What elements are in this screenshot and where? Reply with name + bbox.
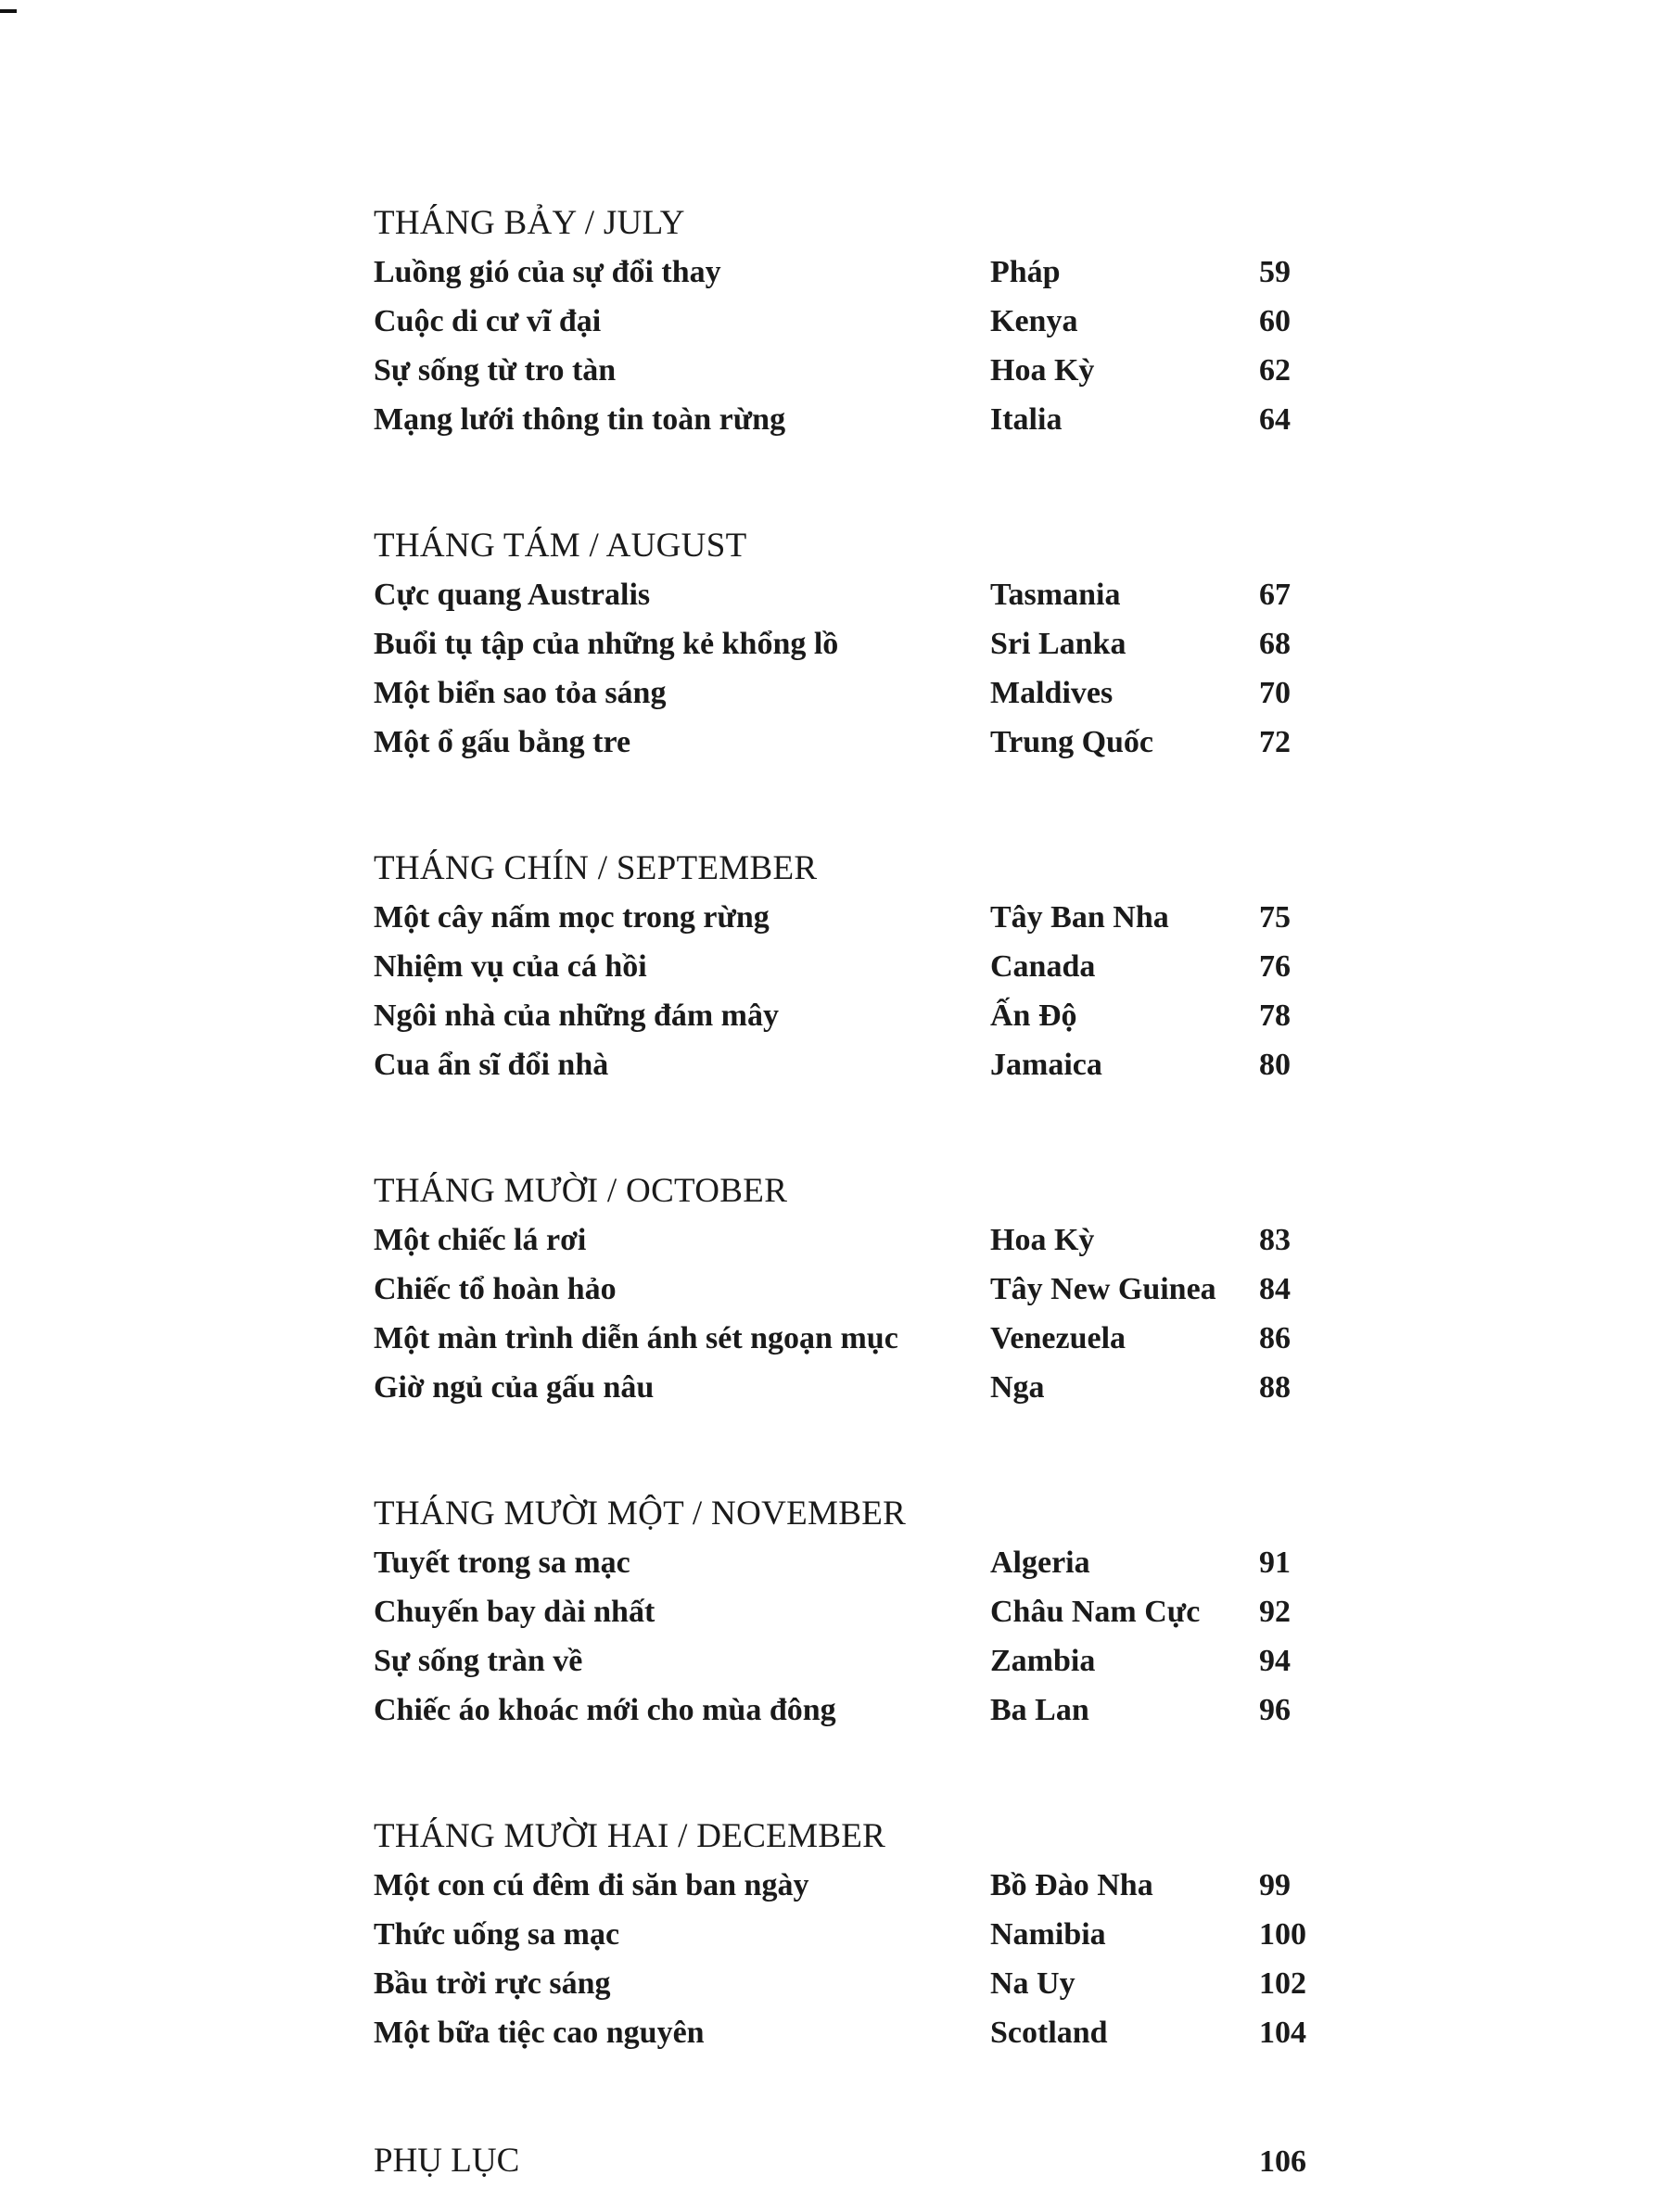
entry-title: Một ổ gấu bằng tre	[374, 725, 631, 759]
entry-title: Cuộc di cư vĩ đại	[374, 304, 602, 338]
toc-section-september	[374, 845, 1329, 1089]
entry-country: Ấn Độ	[990, 999, 1077, 1033]
toc-entry	[374, 1314, 1329, 1363]
entry-country: Scotland	[990, 2016, 1108, 2050]
entry-title: Một chiếc lá rơi	[374, 1223, 587, 1257]
toc-entry	[374, 718, 1329, 767]
toc-entry	[374, 1587, 1329, 1636]
toc-entry	[374, 1686, 1329, 1735]
entry-title: Một con cú đêm đi săn ban ngày	[374, 1868, 809, 1902]
entry-country: Pháp	[990, 255, 1061, 289]
toc-entry	[374, 570, 1329, 619]
toc-entry	[374, 1959, 1329, 2008]
entry-title: Buổi tụ tập của những kẻ khổng lồ	[374, 627, 839, 661]
entry-title: Chiếc tổ hoàn hảo	[374, 1272, 617, 1306]
toc-entry	[374, 1636, 1329, 1686]
entry-country: Bồ Đào Nha	[990, 1868, 1153, 1902]
entry-page-number: 76	[1259, 949, 1291, 984]
entry-title: Chiếc áo khoác mới cho mùa đông	[374, 1693, 836, 1727]
entry-country: Kenya	[990, 304, 1078, 338]
entry-page-number: 72	[1259, 725, 1291, 759]
toc-entry	[374, 619, 1329, 668]
entry-title: Một màn trình diễn ánh sét ngoạn mục	[374, 1321, 898, 1355]
entry-title: Một bữa tiệc cao nguyên	[374, 2016, 705, 2050]
toc-entry	[374, 248, 1329, 297]
entry-title: Cực quang Australis	[374, 578, 651, 612]
entry-page-number: 75	[1259, 900, 1291, 935]
entry-country: Maldives	[990, 676, 1114, 710]
toc-entry	[374, 1538, 1329, 1587]
entry-page-number: 91	[1259, 1546, 1291, 1580]
entry-country: Nga	[990, 1370, 1045, 1405]
entry-page-number: 60	[1259, 304, 1291, 338]
toc-entry	[374, 346, 1329, 395]
toc-entry	[374, 1910, 1329, 1959]
entry-title: Một cây nấm mọc trong rừng	[374, 900, 770, 935]
appendix-title: PHỤ LỤC	[374, 2142, 520, 2180]
entry-title: Ngôi nhà của những đám mây	[374, 999, 780, 1033]
entry-title: Giờ ngủ của gấu nâu	[374, 1370, 655, 1405]
entry-title: Tuyết trong sa mạc	[374, 1546, 630, 1580]
entry-country: Algeria	[990, 1546, 1090, 1580]
entry-page-number: 96	[1259, 1693, 1291, 1727]
toc-entry	[374, 1265, 1329, 1314]
entry-title: Nhiệm vụ của cá hồi	[374, 949, 647, 984]
entry-page-number: 84	[1259, 1272, 1291, 1306]
toc-entry	[374, 991, 1329, 1040]
toc-section-december	[374, 1813, 1329, 2057]
entry-country: Châu Nam Cực	[990, 1595, 1201, 1629]
entry-page-number: 102	[1259, 1966, 1306, 2001]
entry-title: Cua ẩn sĩ đổi nhà	[374, 1048, 609, 1082]
entry-page-number: 83	[1259, 1223, 1291, 1257]
toc-section-july	[374, 199, 1329, 444]
section-title: THÁNG BẢY / JULY	[374, 204, 685, 242]
toc-entry	[374, 2008, 1329, 2057]
entry-page-number: 70	[1259, 676, 1291, 710]
entry-page-number: 67	[1259, 578, 1291, 612]
toc-entry	[374, 297, 1329, 346]
entry-country: Venezuela	[990, 1321, 1126, 1355]
toc-entry	[374, 942, 1329, 991]
entry-page-number: 99	[1259, 1868, 1291, 1902]
entry-title: Thức uống sa mạc	[374, 1917, 620, 1952]
entry-country: Sri Lanka	[990, 627, 1126, 661]
entry-page-number: 64	[1259, 402, 1291, 437]
entry-country: Canada	[990, 949, 1096, 984]
entry-page-number: 86	[1259, 1321, 1291, 1355]
section-title: THÁNG MƯỜI MỘT / NOVEMBER	[374, 1495, 907, 1533]
entry-page-number: 100	[1259, 1917, 1306, 1952]
entry-title: Bầu trời rực sáng	[374, 1966, 611, 2001]
toc-appendix	[374, 2135, 1329, 2187]
entry-title: Sự sống tràn về	[374, 1644, 583, 1678]
entry-country: Ba Lan	[990, 1693, 1089, 1727]
entry-country: Tasmania	[990, 578, 1121, 612]
entry-country: Italia	[990, 402, 1063, 437]
toc-entry	[374, 1363, 1329, 1412]
toc-entry	[374, 1861, 1329, 1910]
toc-entry	[374, 1215, 1329, 1265]
entry-page-number: 68	[1259, 627, 1291, 661]
toc-entry	[374, 1040, 1329, 1089]
toc-entry	[374, 893, 1329, 942]
table-of-contents	[374, 199, 1329, 2187]
entry-country: Tây Ban Nha	[990, 900, 1169, 935]
toc-section-october	[374, 1167, 1329, 1412]
entry-page-number: 104	[1259, 2016, 1306, 2050]
entry-page-number: 94	[1259, 1644, 1291, 1678]
entry-country: Jamaica	[990, 1048, 1102, 1082]
toc-entry	[374, 668, 1329, 718]
entry-title: Luồng gió của sự đổi thay	[374, 255, 721, 289]
section-title: THÁNG TÁM / AUGUST	[374, 527, 747, 565]
entry-page-number: 88	[1259, 1370, 1291, 1405]
entry-page-number: 92	[1259, 1595, 1291, 1629]
entry-page-number: 62	[1259, 353, 1291, 388]
entry-page-number: 59	[1259, 255, 1291, 289]
scan-edge-mark	[0, 9, 17, 13]
entry-title: Mạng lưới thông tin toàn rừng	[374, 402, 786, 437]
entry-country: Tây New Guinea	[990, 1272, 1216, 1306]
entry-country: Na Uy	[990, 1966, 1075, 2001]
toc-section-november	[374, 1490, 1329, 1735]
entry-title: Chuyến bay dài nhất	[374, 1595, 655, 1629]
entry-country: Namibia	[990, 1917, 1106, 1952]
toc-entry	[374, 395, 1329, 444]
entry-page-number: 80	[1259, 1048, 1291, 1082]
entry-title: Một biển sao tỏa sáng	[374, 676, 667, 710]
toc-section-august	[374, 522, 1329, 767]
appendix-page-number: 106	[1259, 2144, 1306, 2179]
entry-country: Hoa Kỳ	[990, 1223, 1095, 1257]
entry-country: Hoa Kỳ	[990, 353, 1095, 388]
entry-page-number: 78	[1259, 999, 1291, 1033]
section-title: THÁNG MƯỜI / OCTOBER	[374, 1172, 788, 1210]
section-title: THÁNG CHÍN / SEPTEMBER	[374, 849, 818, 887]
section-title: THÁNG MƯỜI HAI / DECEMBER	[374, 1817, 886, 1855]
entry-title: Sự sống từ tro tàn	[374, 353, 617, 388]
entry-country: Zambia	[990, 1644, 1096, 1678]
entry-country: Trung Quốc	[990, 725, 1154, 759]
